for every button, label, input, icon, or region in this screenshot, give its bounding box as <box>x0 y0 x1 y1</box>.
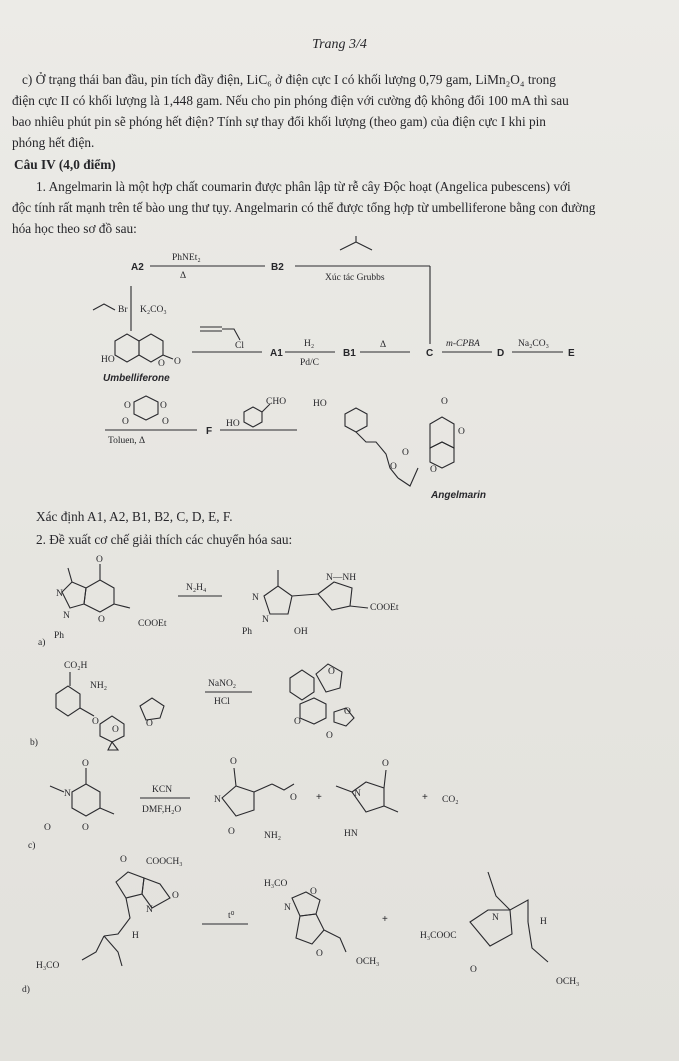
reagent-dmf-h2o: DMF,H₂O <box>142 805 182 815</box>
reagent-n2h4: N₂H₄ <box>186 583 207 593</box>
meldrum-acid-structure <box>122 396 169 427</box>
bipyrazole-structure <box>242 570 399 637</box>
alkene-reagent <box>340 242 372 250</box>
reaction-c <box>0 752 679 852</box>
svg-text:O: O <box>441 397 448 407</box>
svg-text:O: O <box>294 717 301 727</box>
svg-text:HO: HO <box>226 419 240 429</box>
svg-text:NH₂: NH₂ <box>264 831 282 841</box>
svg-text:Pd/C: Pd/C <box>300 358 320 368</box>
svg-text:O: O <box>328 667 335 677</box>
svg-text:O: O <box>82 823 89 833</box>
svg-text:OCH₃: OCH₃ <box>556 977 580 987</box>
pyrrolinone-product-1 <box>214 757 297 841</box>
label-A2: A2 <box>131 262 144 273</box>
question-4-title: Câu IV (4,0 điểm) <box>14 157 116 172</box>
svg-text:COOEt: COOEt <box>370 603 399 613</box>
svg-text:O: O <box>44 823 51 833</box>
page-header: Trang 3/4 <box>312 37 367 52</box>
svg-text:CHO: CHO <box>266 397 287 407</box>
svg-text:Na₂CO₃: Na₂CO₃ <box>518 339 549 349</box>
pyrrolinone-product-2 <box>336 759 398 839</box>
svg-text:O: O <box>310 887 317 897</box>
q4-1-line-3: hóa học theo sơ đồ sau: <box>12 221 137 236</box>
label-E: E <box>568 348 575 359</box>
para-c-line-3: bao nhiêu phút pin sẽ phóng hết điện? Tính sự thay đổi khối lượng (theo gam) của điện cực I khi pin <box>12 114 546 129</box>
svg-text:Ph: Ph <box>242 627 253 637</box>
reagent-phnet2: PhNEt₂ <box>172 253 201 263</box>
svg-text:H₃CO: H₃CO <box>264 879 288 889</box>
svg-text:Ph: Ph <box>54 631 65 641</box>
para-c-line-2: điện cực II có khối lượng là 1,448 gam. Nếu cho pin phóng điện với cường độ không đổi 100 mA thì sau <box>12 93 569 108</box>
svg-text:O: O <box>344 707 351 717</box>
label-b: b) <box>30 738 38 748</box>
label-B1: B1 <box>343 348 356 359</box>
svg-text:N: N <box>262 615 269 625</box>
q4-1-task: Xác định A1, A2, B1, B2, C, D, E, F. <box>36 509 233 524</box>
svg-text:N: N <box>64 789 71 799</box>
svg-text:O: O <box>174 357 181 367</box>
svg-text:H₂: H₂ <box>304 339 315 349</box>
svg-text:H₃CO: H₃CO <box>36 961 60 971</box>
allyl-bromide <box>93 304 115 310</box>
q4-1-line-2: độc tính rất mạnh trên tế bào ung thư tụy. Angelmarin có thể được tổng hợp từ umbelliferone bằng con đường <box>12 200 596 215</box>
label-a: a) <box>38 638 46 648</box>
svg-text:O: O <box>390 462 397 472</box>
svg-text:H₃COOC: H₃COOC <box>420 931 457 941</box>
svg-text:O: O <box>158 359 165 369</box>
svg-text:O: O <box>230 757 237 767</box>
label-C: C <box>426 348 434 359</box>
svg-text:COOCH₃: COOCH₃ <box>146 857 183 867</box>
pyranopyrazole-structure <box>54 555 167 641</box>
pyrrolizidine-substrate <box>36 855 183 971</box>
svg-text:+: + <box>316 792 322 803</box>
hydroxybenzaldehyde-structure <box>226 397 286 429</box>
svg-text:O: O <box>316 949 323 959</box>
svg-text:NH₂: NH₂ <box>90 681 108 691</box>
svg-text:N: N <box>354 789 361 799</box>
oxazinone-structure <box>44 759 114 833</box>
svg-text:N: N <box>56 589 63 599</box>
aminobenzoic-spiro-structure <box>56 661 164 750</box>
reaction-b <box>0 652 679 752</box>
svg-text:N—NH: N—NH <box>326 573 357 583</box>
svg-text:Cl: Cl <box>235 341 244 351</box>
svg-text:OH: OH <box>294 627 308 637</box>
svg-text:O: O <box>122 417 129 427</box>
svg-text:O: O <box>470 965 477 975</box>
synthesis-scheme <box>0 236 679 506</box>
svg-text:N: N <box>146 905 153 915</box>
label-c: c) <box>28 841 36 851</box>
label-D: D <box>497 348 505 359</box>
svg-text:O: O <box>228 827 235 837</box>
svg-text:N: N <box>63 611 70 621</box>
tricyclic-product-1 <box>264 879 379 967</box>
svg-text:O: O <box>402 448 409 458</box>
svg-text:O: O <box>160 401 167 411</box>
svg-text:N: N <box>284 903 291 913</box>
svg-text:Δ: Δ <box>380 340 387 350</box>
svg-text:O: O <box>124 401 131 411</box>
svg-text:HN: HN <box>344 829 358 839</box>
svg-text:N: N <box>214 795 221 805</box>
svg-text:COOEt: COOEt <box>138 619 167 629</box>
svg-text:H: H <box>132 931 139 941</box>
reagent-toluen: Toluen, Δ <box>108 436 146 446</box>
label-A1: A1 <box>270 348 283 359</box>
svg-text:+: + <box>422 792 428 803</box>
svg-text:m-CPBA: m-CPBA <box>446 339 480 349</box>
svg-text:O: O <box>162 417 169 427</box>
svg-text:O: O <box>96 555 103 565</box>
svg-text:N: N <box>492 913 499 923</box>
svg-text:HO: HO <box>101 355 115 365</box>
svg-text:+: + <box>382 914 388 925</box>
svg-text:N: N <box>252 593 259 603</box>
svg-text:O: O <box>98 615 105 625</box>
reaction-a <box>0 552 679 652</box>
svg-text:O: O <box>430 465 437 475</box>
svg-text:O: O <box>326 731 333 741</box>
svg-text:HO: HO <box>313 399 327 409</box>
para-c-line-4: phóng hết điện. <box>12 135 95 150</box>
label-F: F <box>206 426 213 437</box>
reagent-delta-1: Δ <box>180 271 187 281</box>
reagent-nano2: NaNO₂ <box>208 679 237 689</box>
label-umbelliferone: Umbelliferone <box>103 373 170 384</box>
svg-text:O: O <box>382 759 389 769</box>
svg-text:O: O <box>112 725 119 735</box>
label-B2: B2 <box>271 262 284 273</box>
reagent-k2co3: K₂CO₃ <box>140 305 167 315</box>
reagent-grubbs: Xúc tác Grubbs <box>325 273 385 283</box>
svg-text:O: O <box>458 427 465 437</box>
reagent-heat: t⁰ <box>228 911 235 921</box>
q4-1-line-1: 1. Angelmarin là một hợp chất coumarin được phân lập từ rễ cây Độc hoạt (Angelica pubescens) với <box>36 179 571 194</box>
para-c-line-1: c) Ở trạng thái ban đầu, pin tích đầy điện, LiC₆ ở điện cực I có khối lượng 0,79 gam, LiMn₂O₄ trong <box>22 72 556 87</box>
label-d: d) <box>22 985 30 995</box>
reaction-d <box>0 852 679 1002</box>
svg-text:O: O <box>290 793 297 803</box>
angelmarin-structure <box>313 397 465 486</box>
svg-text:O: O <box>82 759 89 769</box>
svg-text:O: O <box>172 891 179 901</box>
co2-product: CO₂ <box>442 795 459 805</box>
svg-text:O: O <box>146 719 153 729</box>
reagent-kcn: KCN <box>152 785 173 795</box>
svg-text:Br: Br <box>118 305 128 315</box>
q4-2-title: 2. Đề xuất cơ chế giải thích các chuyển hóa sau: <box>36 532 293 547</box>
svg-text:CO₂H: CO₂H <box>64 661 88 671</box>
svg-text:H: H <box>540 917 547 927</box>
svg-text:O: O <box>92 717 99 727</box>
svg-text:O: O <box>120 855 127 865</box>
label-angelmarin: Angelmarin <box>431 490 487 501</box>
reagent-hcl: HCl <box>214 697 230 707</box>
svg-text:OCH₃: OCH₃ <box>356 957 380 967</box>
tricyclic-spiro-product <box>290 664 354 741</box>
umbelliferone-structure <box>101 334 181 369</box>
bicyclic-product-2 <box>420 872 579 987</box>
